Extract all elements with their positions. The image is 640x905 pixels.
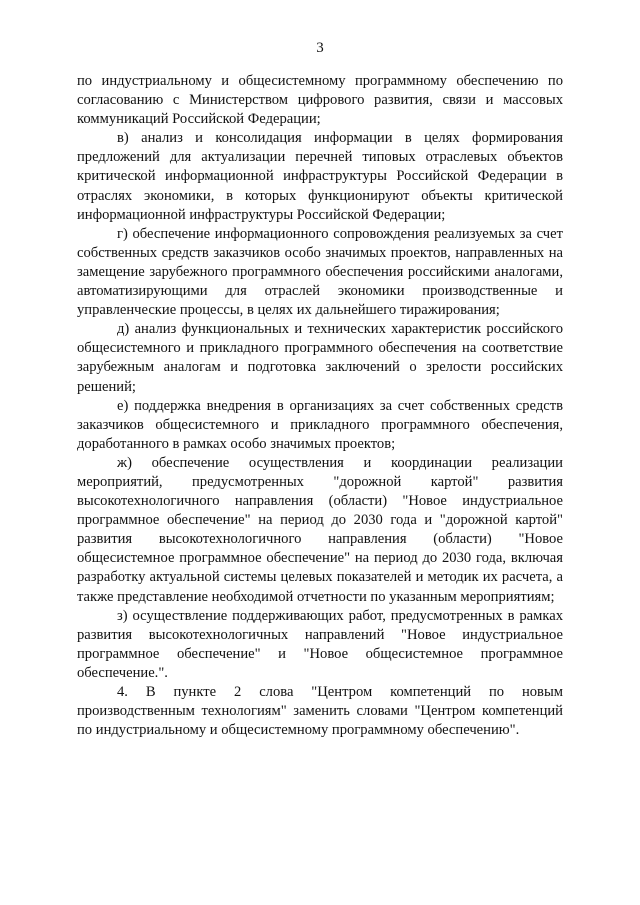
document-body <box>77 72 563 740</box>
paragraph-continuation: по индустриальному и общесистемному программному обеспечению по согласованию с Министерством цифрового развития, связи и массовых коммуникаций Российской Федерации; <box>77 73 563 128</box>
page-number: 3 <box>316 40 324 56</box>
paragraph-item-zh: ж) обеспечение осуществления и координации реализации мероприятий, предусмотренных "дорожной картой" развития высокотехнологичного направления (области) "Новое индустриальное программное обеспечение" на период до 2030 года и "дорожной картой" развития высокотехнологичного направления (области) "Новое общесистемное программное обеспечение" на период до 2030 года, включая разработку актуальной системы целевых показателей и методик их расчета, а также представление необходимой отчетности по указанным мероприятиям; <box>77 454 563 605</box>
paragraph-item-d: д) анализ функциональных и технических характеристик российского общесистемного и прикладного программного обеспечения на соответствие зарубежным аналогам и подготовка заключений о зрелости российских решений; <box>77 321 563 395</box>
paragraph-item-g: г) обеспечение информационного сопровождения реализуемых за счет собственных средств заказчиков особо значимых проектов, направленных на замещение зарубежного программного обеспечения российскими аналогами, автоматизирующими для отраслей экономики производственные и управленческие процессы, в целях их дальнейшего тиражирования; <box>77 225 563 319</box>
paragraph-item-v: в) анализ и консолидация информации в целях формирования предложений для актуализации перечней типовых отраслевых объектов критической информационной инфраструктуры Российской Федерации в отраслях экономики, в которых функционируют объекты критической информационной инфраструктуры Российской Федерации; <box>77 130 563 223</box>
paragraph-point-4: 4. В пункте 2 слова "Центром компетенций по новым производственным технологиям" заменить словами "Центром компетенций по индустриальному и общесистемному программному обеспечению". <box>77 684 563 739</box>
paragraph-item-e: е) поддержка внедрения в организациях за счет собственных средств заказчиков общесистемного и прикладного программного обеспечения, доработанного в рамках особо значимых проектов; <box>77 397 563 452</box>
paragraph-item-z: з) осуществление поддерживающих работ, предусмотренных в рамках развития высокотехнологичных направлений "Новое индустриальное программное обеспечение" и "Новое общесистемное программное обеспечение.". <box>77 607 563 681</box>
